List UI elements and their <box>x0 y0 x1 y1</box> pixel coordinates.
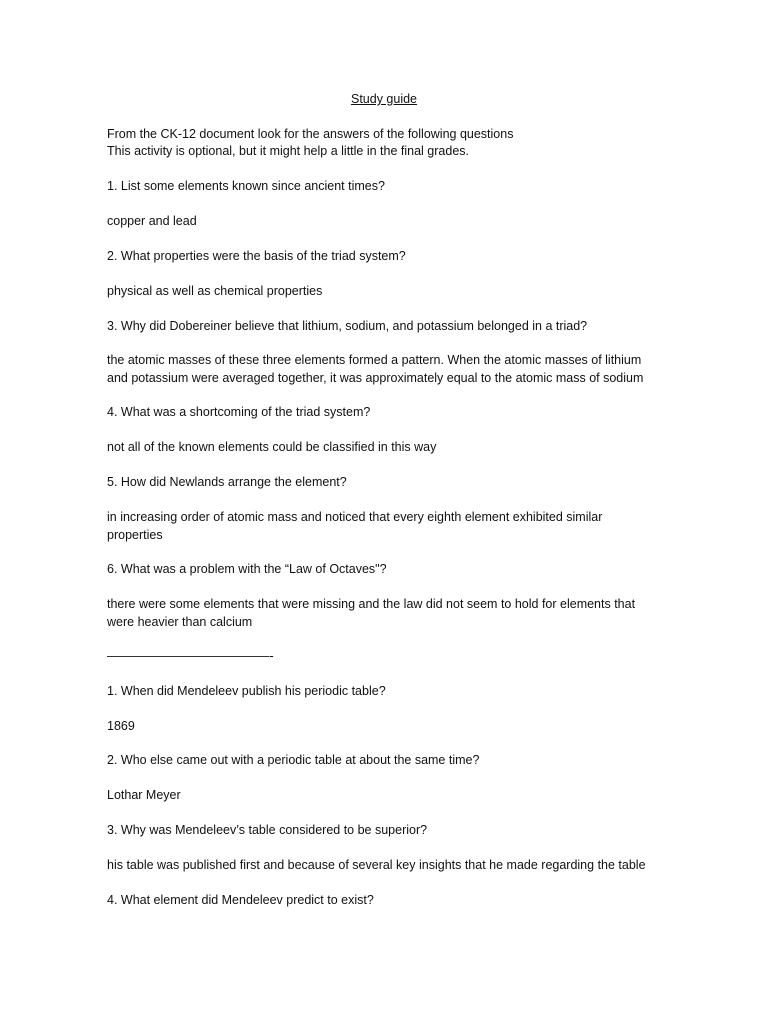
s2-question-3: 3. Why was Mendeleev’s table considered to be superior? <box>107 823 428 837</box>
s1-answer-4: not all of the known elements could be classified in this way <box>107 440 437 454</box>
s1-answer-6: there were some elements that were missing and the law did not seem to hold for elements that were heavier than calcium <box>107 597 636 629</box>
s1-answer-5: in increasing order of atomic mass and noticed that every eighth element exhibited similar properties <box>107 510 603 542</box>
s1-answer-1: copper and lead <box>107 214 197 228</box>
s1-answer-3: the atomic masses of these three elements formed a pattern. When the atomic masses of lithium and potassium were averaged together, it was approximately equal to the atomic mass of sodium <box>107 353 644 385</box>
section-divider: —————————————- <box>107 649 274 663</box>
s2-answer-3: his table was published first and because of several key insights that he made regarding the table <box>107 858 646 872</box>
s1-answer-2: physical as well as chemical properties <box>107 284 323 298</box>
s1-question-2: 2. What properties were the basis of the triad system? <box>107 249 406 263</box>
document-title: Study guide <box>350 92 418 106</box>
s1-question-3: 3. Why did Dobereiner believe that lithium, sodium, and potassium belonged in a triad? <box>107 319 588 333</box>
s2-answer-1: 1869 <box>107 719 135 733</box>
s1-question-5: 5. How did Newlands arrange the element? <box>107 475 347 489</box>
s1-question-4: 4. What was a shortcoming of the triad system? <box>107 405 371 419</box>
intro-line-2: This activity is optional, but it might help a little in the final grades. <box>107 144 469 158</box>
s2-question-4: 4. What element did Mendeleev predict to exist? <box>107 893 374 907</box>
s2-question-2: 2. Who else came out with a periodic table at about the same time? <box>107 753 480 767</box>
s2-question-1: 1. When did Mendeleev publish his periodic table? <box>107 684 386 698</box>
s1-question-1: 1. List some elements known since ancient times? <box>107 179 385 193</box>
s1-question-6: 6. What was a problem with the “Law of Octaves"? <box>107 562 387 576</box>
intro-line-1: From the CK-12 document look for the answers of the following questions <box>107 127 514 141</box>
s2-answer-2: Lothar Meyer <box>107 788 181 802</box>
